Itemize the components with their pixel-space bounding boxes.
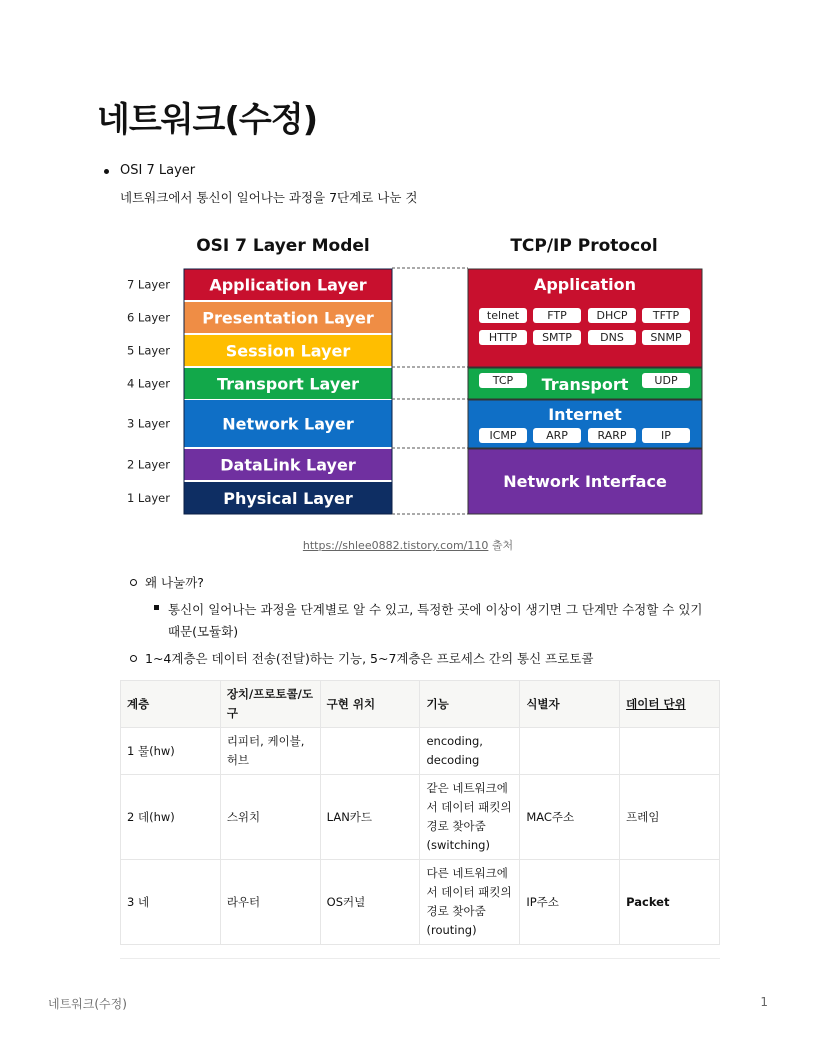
why-answer-line1: 통신이 일어나는 과정을 단계별로 알 수 있고, 특정한 곳에 이상이 생기면 그 단계만 수정할 수 있기 [168, 602, 703, 617]
page-title: 네트워크(수정) [97, 100, 318, 140]
protocol-label: TCP [492, 374, 514, 387]
table-cell: OS커널 [320, 860, 420, 945]
th-layer: 계층 [121, 681, 221, 728]
protocol-label: DNS [600, 331, 624, 344]
osi-bullet-text: OSI 7 Layer [120, 163, 196, 178]
protocol-label: FTP [547, 309, 567, 322]
table-cell: 프레임 [620, 775, 720, 860]
source-suffix: 출처 [488, 539, 514, 552]
footer-title: 네트워크(수정) [48, 997, 127, 1011]
layers-note: 1~4계층은 데이터 전송(전달)하는 기능, 5~7계층은 프로세스 간의 통신 프로토콜 [145, 651, 594, 666]
tcp-application-name: Application [533, 275, 637, 294]
tcp-network-interface-name: Network Interface [503, 472, 667, 491]
source-link[interactable]: https://shlee0882.tistory.com/110 [302, 539, 489, 552]
osi-description: 네트워크에서 통신이 일어나는 과정을 7단계로 나눈 것 [120, 190, 418, 205]
osi-layer-table [120, 680, 720, 945]
table-cell [520, 728, 620, 775]
table-cell: 라우터 [220, 860, 320, 945]
protocol-label: ARP [546, 429, 568, 442]
osi-layer-level-label: 2 Layer [126, 457, 170, 472]
table-row [121, 860, 720, 945]
why-question: 왜 나눌까? [145, 575, 204, 590]
osi-tcpip-diagram-svg [120, 228, 710, 524]
table-cell: 다른 네트워크에서 데이터 패킷의 경로 찾아줌 (routing) [420, 860, 520, 945]
table-row [121, 728, 720, 775]
protocol-label: IP [661, 429, 671, 442]
osi-layer-level-label: 6 Layer [126, 310, 170, 325]
th-data-unit: 데이터 단위 [620, 681, 720, 728]
osi-layer-level-label: 5 Layer [126, 343, 170, 358]
table-cell: 리피터, 케이블, 허브 [220, 728, 320, 775]
table-cell: encoding, decoding [420, 728, 520, 775]
protocol-label: TFTP [652, 309, 680, 322]
protocol-label: HTTP [488, 331, 518, 344]
th-identifier: 식별자 [520, 681, 620, 728]
protocol-label: SMTP [542, 331, 572, 344]
table-cell: 2 데(hw) [121, 775, 221, 860]
osi-layer-level-label: 3 Layer [126, 416, 170, 431]
protocol-label: DHCP [596, 309, 628, 322]
table-cell: 같은 네트워크에서 데이터 패킷의 경로 찾아줌 (switching) [420, 775, 520, 860]
square-bullet-icon [154, 605, 159, 610]
th-location: 구현 위치 [320, 681, 420, 728]
osi-layer-level-label: 7 Layer [126, 277, 170, 292]
image-caption [0, 537, 816, 553]
osi-layer-name: Application Layer [209, 275, 367, 295]
table-cell [620, 728, 720, 775]
protocol-label: ICMP [489, 429, 517, 442]
osi-tcpip-diagram [120, 228, 710, 524]
osi-layer-level-label: 4 Layer [126, 376, 170, 391]
divider [120, 958, 720, 959]
protocol-label: UDP [654, 374, 678, 387]
table-cell: 스위치 [220, 775, 320, 860]
tcp-transport-name: Transport [541, 375, 629, 394]
th-device: 장치/프로토콜/도구 [220, 681, 320, 728]
osi-model-title: OSI 7 Layer Model [196, 236, 370, 256]
hollow-bullet-icon [130, 579, 137, 586]
page-number: 1 [760, 995, 768, 1009]
why-answer-line2: 때문(모듈화) [168, 624, 239, 639]
osi-layer-level-label: 1 Layer [126, 491, 170, 505]
protocol-label: telnet [486, 309, 520, 322]
osi-layer-name: Presentation Layer [202, 308, 374, 328]
protocol-label: RARP [597, 429, 627, 442]
th-function: 기능 [420, 681, 520, 728]
tcpip-title: TCP/IP Protocol [510, 236, 658, 256]
table-cell: LAN카드 [320, 775, 420, 860]
tcp-internet-name: Internet [548, 405, 622, 424]
table-header-row [121, 681, 720, 728]
osi-layer-name: Physical Layer [223, 489, 353, 508]
osi-layer-name: Network Layer [222, 414, 354, 434]
table-cell [320, 728, 420, 775]
protocol-label: SNMP [650, 331, 682, 344]
osi-layer-name: DataLink Layer [220, 455, 356, 475]
table-cell: Packet [620, 860, 720, 945]
hollow-bullet-icon [130, 655, 137, 662]
table-cell: 3 네 [121, 860, 221, 945]
table-cell: MAC주소 [520, 775, 620, 860]
osi-layer-name: Session Layer [225, 341, 351, 361]
table-row [121, 775, 720, 860]
osi-layer-name: Transport Layer [217, 374, 359, 394]
table-cell: IP주소 [520, 860, 620, 945]
table-cell: 1 물(hw) [121, 728, 221, 775]
bullet-dot-icon [104, 169, 109, 174]
